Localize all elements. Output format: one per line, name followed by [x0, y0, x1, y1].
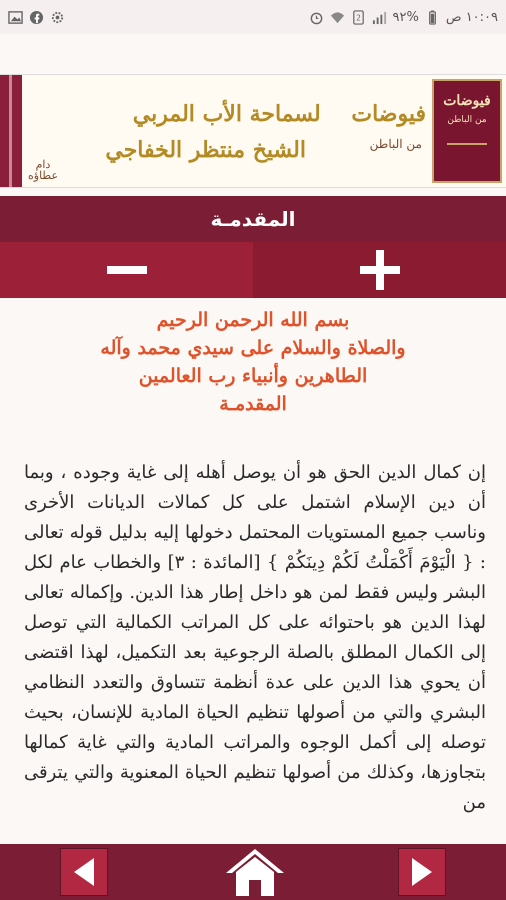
content-heading	[0, 306, 506, 418]
book-cover	[432, 79, 502, 183]
settings-icon	[50, 10, 65, 25]
content-body: إن كمال الدين الحق هو أن يوصل أهله إلى غاية وجوده ، وبما أن دين الإسلام اشتمل على كل كمالات الديانات الأخرى وناسب جميع المستويات المحتمل دخولها إليه بدليل قوله تعالى : { الْيَوْمَ أَكْمَلْتُ لَكُمْ دِينَكُمْ } [المائدة : ٣] والخطاب عام لكل البشر وليس فقط لمن هو داخل إطار هذا الدين. وإكماله تعالى لهذا الدين هو باحتوائه على كل المراتب الكمالية التي توصل إلى الكمال المطلق بالصلة الرجوعية بعد التكميل، لهذا اقتضى أن يحوي هذا الدين على عدة أنظمة تتساوق والتعدد النظامي البشري والتي من أصولها تنظيم الحياة المادية للإنسان، بحيث توصله إلى أكمل الوجوه والمراتب المادية والتي غاية كمالها بتجاوزها، وكذلك من أصولها تنظيم الحياة المعنوية والتي يترقى من	[24, 462, 486, 813]
next-page-button[interactable]	[398, 848, 446, 896]
heading-line-2: والصلاة والسلام على سيدي محمد وآله	[100, 337, 406, 359]
wifi-icon	[330, 10, 345, 25]
arrow-right-icon	[408, 856, 436, 888]
status-right	[309, 10, 499, 25]
heading-line-1: بسم الله الرحمن الرحيم	[156, 309, 350, 331]
svg-text:2: 2	[355, 12, 361, 22]
battery-icon	[425, 10, 440, 25]
zoom-out-button[interactable]	[0, 242, 253, 298]
minus-icon	[105, 263, 149, 277]
home-icon	[224, 846, 286, 898]
top-spacer	[0, 34, 506, 74]
status-time: ١٠:٠٩ ص	[445, 9, 498, 25]
banner-subtitle: من الباطن	[369, 137, 422, 151]
bottom-nav	[0, 844, 506, 900]
page-title: المقدمـة	[0, 196, 506, 242]
book-cover-subtitle: من الباطن	[447, 115, 487, 125]
zoom-in-button[interactable]	[253, 242, 506, 298]
banner-ornament	[0, 75, 22, 187]
status-left	[8, 10, 65, 25]
status-bar	[0, 0, 506, 34]
image-icon	[8, 10, 23, 25]
heading-line-3: الطاهرين وأنبياء رب العالمين	[138, 365, 368, 387]
zoom-controls	[0, 242, 506, 298]
banner-title-line2: الشيخ منتظر الخفاجي	[105, 137, 306, 163]
sim-icon	[351, 10, 366, 25]
signal-icon	[372, 10, 387, 25]
plus-icon	[358, 248, 402, 292]
facebook-icon	[29, 10, 44, 25]
app-banner	[0, 74, 506, 188]
banner-signature: دام عطاؤه	[28, 158, 59, 182]
arrow-left-icon	[70, 856, 98, 888]
banner-title-line1: فيوضات لسماحة الأب المربي	[132, 101, 426, 127]
book-cover-rule	[447, 143, 487, 145]
heading-line-4: المقدمـة	[219, 393, 287, 415]
battery-percent: ٩٢%	[392, 9, 419, 25]
alarm-icon	[309, 10, 324, 25]
previous-page-button[interactable]	[60, 848, 108, 896]
home-button[interactable]	[222, 844, 288, 900]
book-cover-title: فيوضات	[443, 93, 491, 109]
